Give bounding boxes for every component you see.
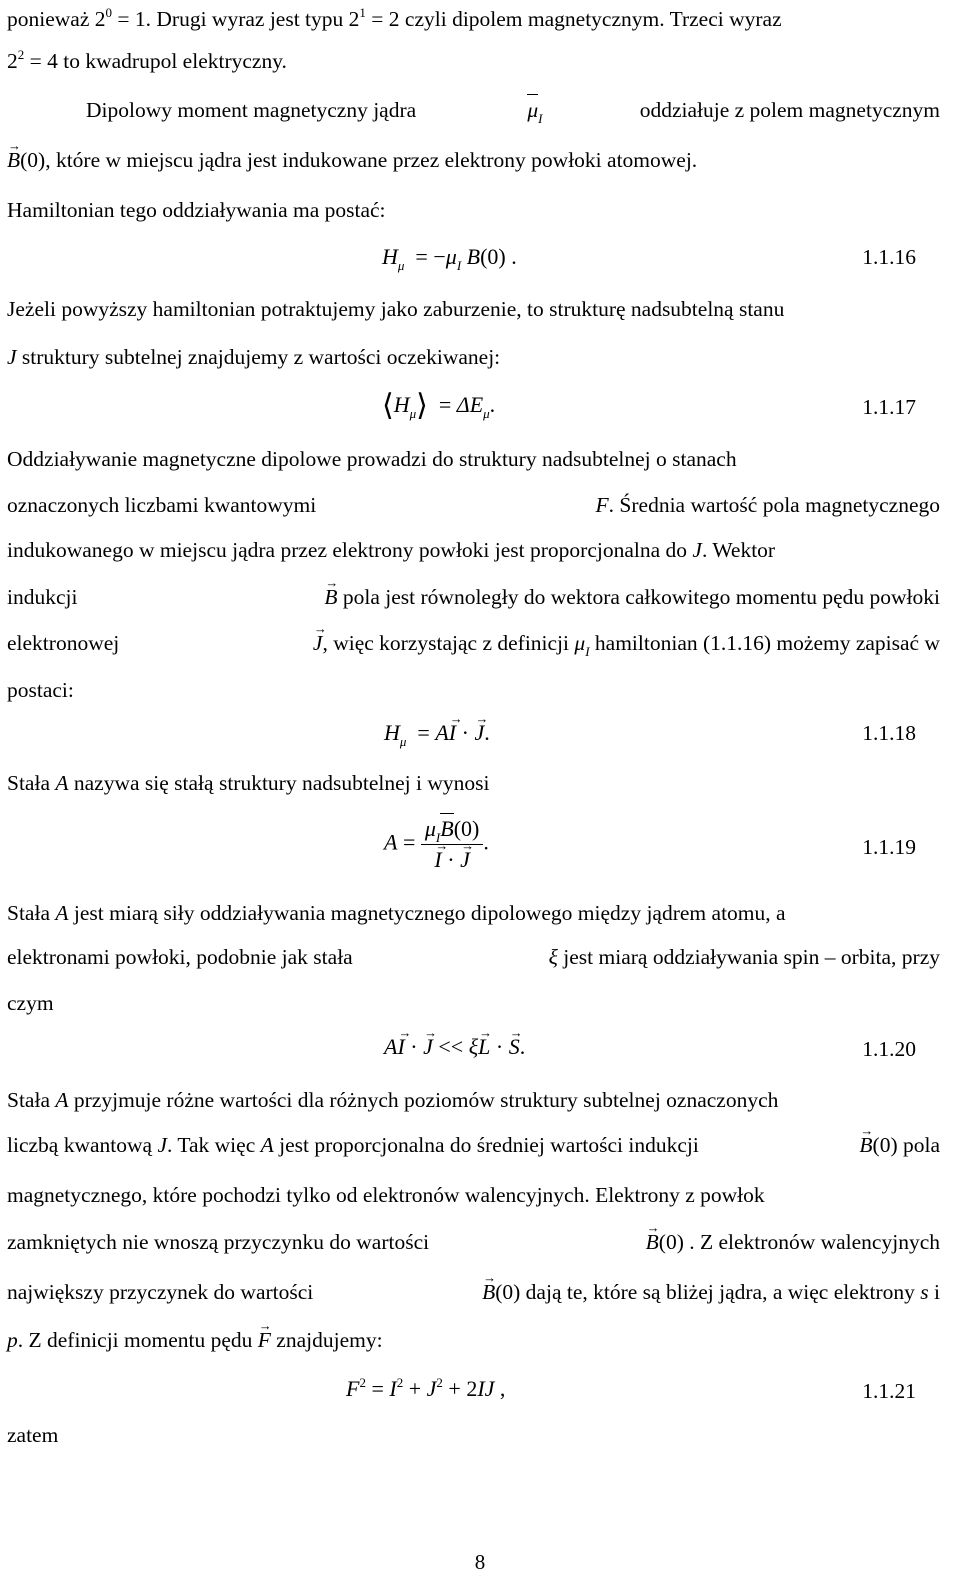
text-line: magnetycznego, które pochodzi tylko od elektronów walencyjnych. Elektrony z powłok xyxy=(7,1183,765,1207)
text-line: Oddziaływanie magnetyczne dipolowe prowadzi do struktury nadsubtelnej o stanach xyxy=(7,447,737,471)
text-line: największy przyczynek do wartości → B(0) dają te, które są bliżej jądra, a więc elektrony s i xyxy=(7,1277,940,1307)
text-line: J struktury subtelnej znajdujemy z wartości oczekiwanej: xyxy=(7,345,501,369)
equation-number: 1.1.19 xyxy=(862,835,916,859)
equation-number: 1.1.17 xyxy=(862,395,916,419)
equation-1-1-21: $F^2 = I^2 + J^2 + 2IJ$ , xyxy=(346,1375,506,1401)
equation-number: 1.1.20 xyxy=(862,1037,916,1061)
text-line: → B(0), które w miejscu jądra jest indukowane przez elektrony powłoki atomowej. xyxy=(7,145,940,175)
equation-number: 1.1.16 xyxy=(862,245,916,269)
text-line: Jeżeli powyższy hamiltonian potraktujemy jako zaburzenie, to strukturę nadsubtelną stanu xyxy=(7,297,785,321)
text-line: zatem xyxy=(7,1423,59,1447)
equation-number: 1.1.21 xyxy=(862,1379,916,1403)
text-line: $2^2 = 4$ to kwadrupol elektryczny. xyxy=(7,47,287,73)
text-line: oznaczonych liczbami kwantowymi F. Średnia wartość pola magnetycznego xyxy=(7,493,940,517)
text-line: Stała A jest miarą siły oddziaływania magnetycznego dipolowego między jądrem atomu, a xyxy=(7,901,786,925)
text-line: Stała A przyjmuje różne wartości dla różnych poziomów struktury subtelnej oznaczonych xyxy=(7,1088,779,1112)
text-line: Hamiltonian tego oddziaływania ma postać: xyxy=(7,198,386,222)
fraction: $\mu_IB(0)$ → I · → J xyxy=(421,814,484,875)
text-line: liczbą kwantową J. Tak więc A jest proporcjonalna do średniej wartości indukcji → B(0) pola xyxy=(7,1130,940,1160)
equation-1-1-16: $H_\mu = -\mu_I$ B(0) . xyxy=(382,244,517,273)
text-line: elektronowej → J, więc korzystając z definicji $\mu_I$ hamiltonian (1.1.16) możemy zapisać w xyxy=(7,628,940,658)
text-line: czym xyxy=(7,991,54,1015)
text-line: zamkniętych nie wnoszą przyczynku do wartości → B(0) . Z elektronów walencyjnych xyxy=(7,1227,940,1257)
text-line: ponieważ $2^0 = 1$. Drugi wyraz jest typu $2^1 = 2$ czyli dipolem magnetycznym. Trzeci wyraz xyxy=(7,5,782,31)
text-line: indukowanego w miejscu jądra przez elektrony powłoki jest proporcjonalna do J. Wektor xyxy=(7,538,776,562)
page-number: 8 xyxy=(474,1550,486,1574)
text-line: postaci: xyxy=(7,678,74,702)
equation-1-1-18: $H_\mu = A\to I$ · → J. xyxy=(384,718,490,748)
text-line: Dipolowy moment magnetyczny jądra $\mu_I$ oddziałuje z polem magnetycznym xyxy=(86,95,940,125)
equation-1-1-17: $⟨H_\mu⟩ = \Delta E_\mu$. xyxy=(382,389,496,422)
equation-number: 1.1.18 xyxy=(862,721,916,745)
text-line: Stała A nazywa się stałą struktury nadsubtelnej i wynosi xyxy=(7,771,490,795)
equation-1-1-20: A→ I · → J << ξ→ L · → S. xyxy=(384,1032,525,1062)
text-line: indukcji → B pola jest równoległy do wektora całkowitego momentu pędu powłoki xyxy=(7,582,940,612)
text-line: p. Z definicji momentu pędu → F znajdujemy: xyxy=(7,1325,940,1355)
equation-1-1-19: A = $\mu_IB(0)$ → I · → J . xyxy=(384,814,489,875)
text-line: elektronami powłoki, podobnie jak stała ξ jest miarą oddziaływania spin – orbita, przy xyxy=(7,945,940,969)
